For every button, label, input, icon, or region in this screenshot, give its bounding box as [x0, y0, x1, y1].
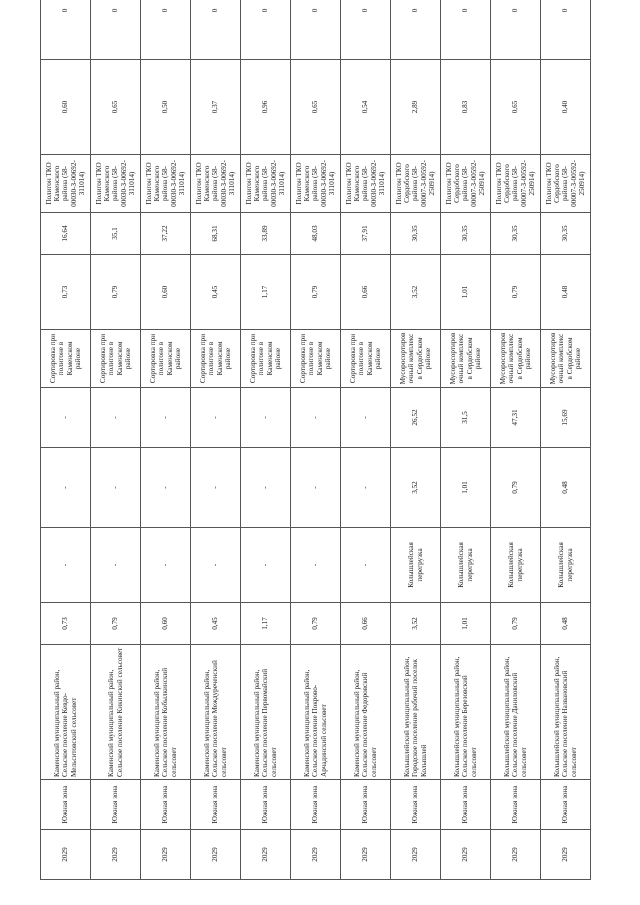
disposal-volume-cell: 0,83	[441, 60, 491, 155]
disposal-distance-cell: 0	[291, 0, 341, 60]
waste-flow-table	[40, 0, 591, 880]
disposal-volume-cell: 0,37	[191, 60, 241, 155]
disposal-distance-cell: 0	[191, 0, 241, 60]
processing-distance-cell: 30,35	[541, 213, 591, 255]
processing-distance-cell: 30,35	[491, 213, 541, 255]
zone-cell: Южная зона	[41, 780, 91, 830]
waste-volume-cell: 0,79	[291, 603, 341, 645]
disposal-distance-cell: 0	[141, 0, 191, 60]
disposal-facility-cell: Полигон ТКО Каменского района (58-00030-З-00692-311014)	[191, 155, 241, 213]
municipality-cell: Каменский муниципальный район, Сельское поселение Федоровский сельсовет	[341, 645, 391, 780]
disposal-volume-cell: 0,65	[491, 60, 541, 155]
zone-cell: Южная зона	[241, 780, 291, 830]
transfer-distance-cell: 31,5	[441, 388, 491, 448]
waste-volume-cell: 3,52	[391, 603, 441, 645]
municipality-cell: Колышлейский муниципальный район, Сельское поселение Березовский сельсовет	[441, 645, 491, 780]
processing-distance-cell: 33,89	[241, 213, 291, 255]
table-row	[491, 0, 541, 880]
disposal-distance-cell: 0	[541, 0, 591, 60]
disposal-facility-cell: Полигон ТКО Каменского района (58-00030-З-00692-311014)	[241, 155, 291, 213]
transfer-volume-cell: 3,52	[391, 448, 441, 528]
transfer-volume-cell: -	[41, 448, 91, 528]
municipality-cell: Каменский муниципальный район, Сельское поселение Кобылкинский сельсовет	[141, 645, 191, 780]
municipality-cell: Каменский муниципальный район, Сельское поселение Первомайский сельсовет	[241, 645, 291, 780]
table-row	[541, 0, 591, 880]
processing-volume-cell: 0,48	[541, 255, 591, 330]
disposal-distance-cell: 0	[41, 0, 91, 60]
processing-volume-cell: 0,79	[91, 255, 141, 330]
disposal-volume-cell: 0,60	[41, 60, 91, 155]
transfer-volume-cell: -	[91, 448, 141, 528]
transfer-distance-cell: -	[241, 388, 291, 448]
disposal-volume-cell: 0,96	[241, 60, 291, 155]
municipality-cell: Каменский муниципальный район, Сельское поселение Покрово-Арчадинский сельсовет	[291, 645, 341, 780]
zone-cell: Южная зона	[441, 780, 491, 830]
table-row	[141, 0, 191, 880]
transfer-station-cell: -	[291, 528, 341, 603]
year-cell: 2029	[441, 830, 491, 880]
disposal-volume-cell: 0,54	[341, 60, 391, 155]
processing-facility-cell: Мусоросортировочный комплекс в Сердобском районе	[541, 330, 591, 388]
waste-volume-cell: 0,79	[91, 603, 141, 645]
transfer-distance-cell: 15,69	[541, 388, 591, 448]
table-row	[241, 0, 291, 880]
disposal-facility-cell: Полигон ТКО Сердобского района (58-00007-З-00592-250914)	[491, 155, 541, 213]
transfer-distance-cell: -	[141, 388, 191, 448]
processing-volume-cell: 0,79	[291, 255, 341, 330]
processing-distance-cell: 37,91	[341, 213, 391, 255]
processing-distance-cell: 68,31	[191, 213, 241, 255]
disposal-volume-cell: 0,40	[541, 60, 591, 155]
transfer-station-cell: -	[141, 528, 191, 603]
year-cell: 2029	[241, 830, 291, 880]
processing-facility-cell: Мусоросортировочный комплекс в Сердобском районе	[491, 330, 541, 388]
disposal-distance-cell: 0	[441, 0, 491, 60]
transfer-distance-cell: 47,31	[491, 388, 541, 448]
waste-volume-cell: 0,73	[41, 603, 91, 645]
transfer-volume-cell: 0,48	[541, 448, 591, 528]
municipality-cell: Колышлейский муниципальный район, Сельское поселение Названовский сельсовет	[541, 645, 591, 780]
processing-volume-cell: 1,01	[441, 255, 491, 330]
zone-cell: Южная зона	[91, 780, 141, 830]
waste-volume-cell: 0,48	[541, 603, 591, 645]
processing-distance-cell: 16,64	[41, 213, 91, 255]
processing-facility-cell: Сортировка при полигоне в Каменском районе	[191, 330, 241, 388]
disposal-volume-cell: 0,65	[91, 60, 141, 155]
waste-volume-cell: 0,79	[491, 603, 541, 645]
disposal-distance-cell: 0	[341, 0, 391, 60]
processing-facility-cell: Сортировка при полигоне в Каменском районе	[141, 330, 191, 388]
zone-cell: Южная зона	[341, 780, 391, 830]
rotated-table-container	[40, 8, 590, 880]
disposal-facility-cell: Полигон ТКО Сердобского района (58-00007-З-00592-250914)	[541, 155, 591, 213]
processing-volume-cell: 1,17	[241, 255, 291, 330]
year-cell: 2029	[291, 830, 341, 880]
transfer-distance-cell: -	[341, 388, 391, 448]
zone-cell: Южная зона	[391, 780, 441, 830]
table-row	[441, 0, 491, 880]
municipality-cell: Колышлейский муниципальный район, Сельское поселение Даниловский сельсовет	[491, 645, 541, 780]
zone-cell: Южная зона	[541, 780, 591, 830]
table-row	[41, 0, 91, 880]
processing-facility-cell: Сортировка при полигоне в Каменском районе	[91, 330, 141, 388]
processing-facility-cell: Мусоросортировочный комплекс в Сердобском районе	[391, 330, 441, 388]
transfer-distance-cell: -	[41, 388, 91, 448]
transfer-distance-cell: -	[91, 388, 141, 448]
transfer-volume-cell: -	[291, 448, 341, 528]
transfer-volume-cell: 1,01	[441, 448, 491, 528]
transfer-station-cell: Колышлейская перегрузка	[491, 528, 541, 603]
transfer-distance-cell: -	[191, 388, 241, 448]
transfer-station-cell: Колышлейская перегрузка	[541, 528, 591, 603]
disposal-facility-cell: Полигон ТКО Каменского района (58-00030-З-00692-311014)	[91, 155, 141, 213]
disposal-facility-cell: Полигон ТКО Сердобского района (58-00007-З-00592-250914)	[441, 155, 491, 213]
table-row	[191, 0, 241, 880]
transfer-station-cell: -	[91, 528, 141, 603]
processing-volume-cell: 3,52	[391, 255, 441, 330]
waste-volume-cell: 0,45	[191, 603, 241, 645]
municipality-cell: Каменский муниципальный район, Сельское поселение Кевдо-Мельситовский сельсовет	[41, 645, 91, 780]
processing-facility-cell: Мусоросортировочный комплекс в Сердобском районе	[441, 330, 491, 388]
processing-distance-cell: 30,35	[391, 213, 441, 255]
year-cell: 2029	[91, 830, 141, 880]
disposal-facility-cell: Полигон ТКО Каменского района (58-00030-З-00692-311014)	[341, 155, 391, 213]
transfer-distance-cell: 26,52	[391, 388, 441, 448]
disposal-facility-cell: Полигон ТКО Каменского района (58-00030-З-00692-311014)	[41, 155, 91, 213]
year-cell: 2029	[541, 830, 591, 880]
zone-cell: Южная зона	[491, 780, 541, 830]
transfer-volume-cell: 0,79	[491, 448, 541, 528]
disposal-distance-cell: 0	[91, 0, 141, 60]
transfer-station-cell: -	[41, 528, 91, 603]
processing-volume-cell: 0,60	[141, 255, 191, 330]
processing-facility-cell: Сортировка при полигоне в Каменском районе	[41, 330, 91, 388]
transfer-station-cell: -	[241, 528, 291, 603]
processing-volume-cell: 0,73	[41, 255, 91, 330]
disposal-facility-cell: Полигон ТКО Каменского района (58-00030-З-00692-311014)	[291, 155, 341, 213]
disposal-distance-cell: 0	[491, 0, 541, 60]
zone-cell: Южная зона	[141, 780, 191, 830]
year-cell: 2029	[141, 830, 191, 880]
processing-volume-cell: 0,45	[191, 255, 241, 330]
disposal-distance-cell: 0	[241, 0, 291, 60]
transfer-distance-cell: -	[291, 388, 341, 448]
municipality-cell: Колышлейский муниципальный район, Городское поселение рабочий поселок Колышлей	[391, 645, 441, 780]
processing-distance-cell: 35,1	[91, 213, 141, 255]
disposal-facility-cell: Полигон ТКО Сердобского района (58-00007-З-00592-250914)	[391, 155, 441, 213]
disposal-volume-cell: 0,65	[291, 60, 341, 155]
waste-volume-cell: 1,01	[441, 603, 491, 645]
year-cell: 2029	[191, 830, 241, 880]
municipality-cell: Каменский муниципальный район, Сельское поселение Междуреченский сельсовет	[191, 645, 241, 780]
disposal-facility-cell: Полигон ТКО Каменского района (58-00030-З-00692-311014)	[141, 155, 191, 213]
transfer-station-cell: -	[191, 528, 241, 603]
transfer-volume-cell: -	[341, 448, 391, 528]
year-cell: 2029	[341, 830, 391, 880]
processing-volume-cell: 0,66	[341, 255, 391, 330]
municipality-cell: Каменский муниципальный район, Сельское поселение Кикинский сельсовет	[91, 645, 141, 780]
transfer-station-cell: Колышлейская перегрузка	[391, 528, 441, 603]
transfer-volume-cell: -	[241, 448, 291, 528]
waste-volume-cell: 1,17	[241, 603, 291, 645]
zone-cell: Южная зона	[191, 780, 241, 830]
processing-facility-cell: Сортировка при полигоне в Каменском районе	[241, 330, 291, 388]
transfer-volume-cell: -	[141, 448, 191, 528]
processing-distance-cell: 48,03	[291, 213, 341, 255]
year-cell: 2029	[491, 830, 541, 880]
processing-distance-cell: 30,35	[441, 213, 491, 255]
table-row	[391, 0, 441, 880]
disposal-volume-cell: 0,50	[141, 60, 191, 155]
processing-volume-cell: 0,79	[491, 255, 541, 330]
disposal-volume-cell: 2,89	[391, 60, 441, 155]
table-row	[291, 0, 341, 880]
year-cell: 2029	[391, 830, 441, 880]
table-row	[91, 0, 141, 880]
processing-facility-cell: Сортировка при полигоне в Каменском районе	[291, 330, 341, 388]
disposal-distance-cell: 0	[391, 0, 441, 60]
processing-distance-cell: 37,22	[141, 213, 191, 255]
processing-facility-cell: Сортировка при полигоне в Каменском районе	[341, 330, 391, 388]
zone-cell: Южная зона	[291, 780, 341, 830]
transfer-station-cell: -	[341, 528, 391, 603]
transfer-station-cell: Колышлейская перегрузка	[441, 528, 491, 603]
year-cell: 2029	[41, 830, 91, 880]
table-row	[341, 0, 391, 880]
waste-volume-cell: 0,66	[341, 603, 391, 645]
transfer-volume-cell: -	[191, 448, 241, 528]
waste-volume-cell: 0,60	[141, 603, 191, 645]
